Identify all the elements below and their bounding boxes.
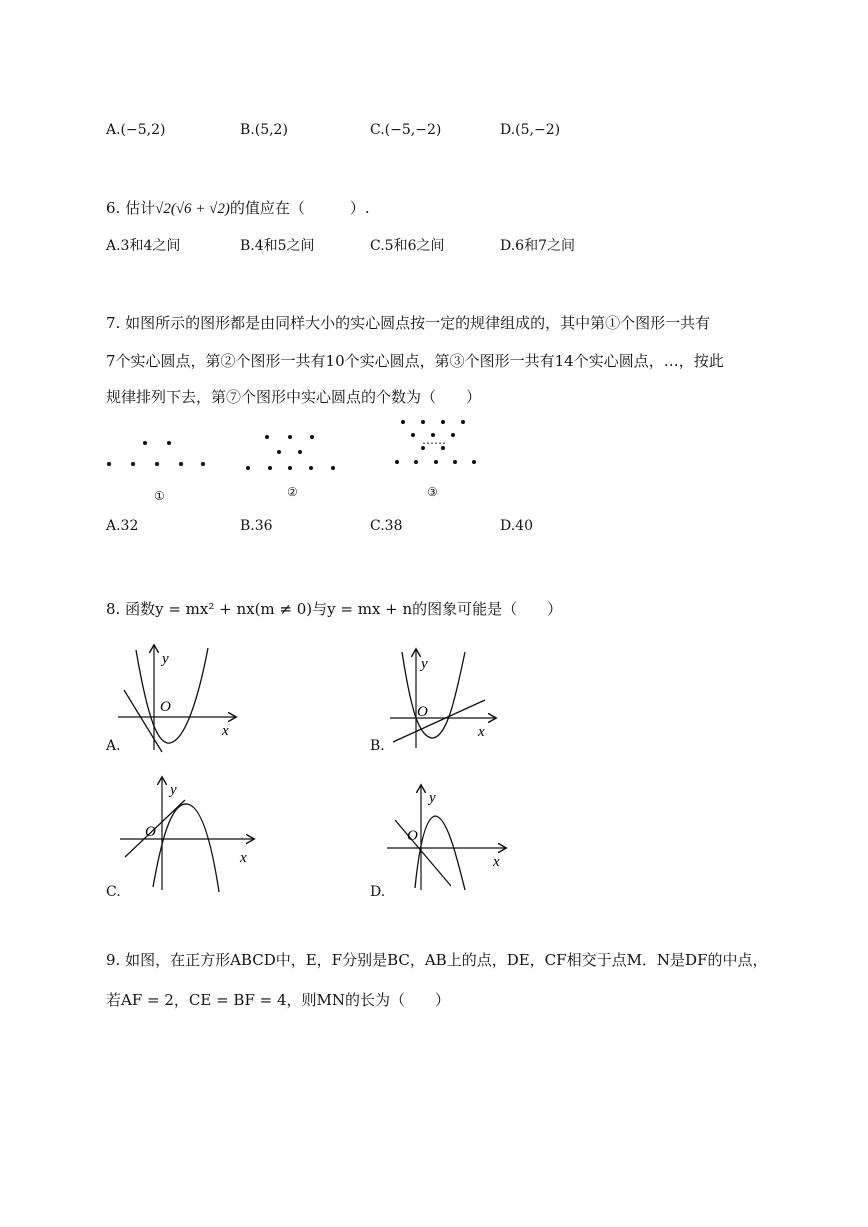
q8-graph-c bbox=[115, 772, 265, 897]
figure-1-label: ① bbox=[154, 489, 165, 503]
figure-2-dots bbox=[246, 435, 335, 470]
y-axis-label: y bbox=[170, 782, 177, 798]
q8-graph-a bbox=[100, 640, 250, 760]
q8-stem: 8. 函数y = mx² + nx(m ≠ 0)与y = mx + n的图象可能是（ ） bbox=[106, 600, 563, 618]
figure-1-dots bbox=[107, 441, 205, 466]
y-axis-label: y bbox=[421, 656, 428, 672]
q7-ellipsis: …… bbox=[422, 433, 446, 447]
q5-option-c: C.(−5,−2) bbox=[370, 122, 442, 138]
parabola bbox=[402, 652, 465, 738]
q9-line-1: 9. 如图，在正方形ABCD中，E，F分别是BC，AB上的点，DE，CF相交于点M．N是DF的中点， bbox=[106, 951, 768, 969]
q6-expression: √2(√6 + √2) bbox=[155, 201, 230, 217]
q8-graph-d bbox=[385, 778, 510, 898]
q7-line-1: 7. 如图所示的图形都是由同样大小的实心圆点按一定的规律组成的，其中第①个图形一共有 bbox=[106, 314, 711, 332]
q8-option-b-label: B. bbox=[370, 738, 385, 754]
parabola bbox=[153, 804, 219, 892]
x-axis-label: x bbox=[493, 854, 500, 870]
origin-label: O bbox=[145, 824, 156, 840]
q8-option-a-label: A. bbox=[106, 738, 121, 754]
figure-3-label: ③ bbox=[427, 485, 438, 499]
q6-option-a: A.3和4之间 bbox=[106, 238, 181, 254]
x-axis-label: x bbox=[478, 724, 485, 740]
q5-option-a: A.(−5,2) bbox=[106, 122, 166, 138]
q7-dot-figures bbox=[100, 410, 560, 510]
q7-line-2: 7个实心圆点，第②个图形一共有10个实心圆点，第③个图形一共有14个实心圆点，…，按此 bbox=[106, 352, 724, 370]
line bbox=[124, 690, 162, 752]
line bbox=[395, 820, 451, 886]
line bbox=[393, 700, 485, 742]
q8-option-d-label: D. bbox=[370, 884, 386, 900]
q7-option-c: C.38 bbox=[370, 518, 403, 534]
q9-line-2: 若AF = 2，CE = BF = 4，则MN的长为（ ） bbox=[106, 991, 450, 1009]
q6-option-d: D.6和7之间 bbox=[500, 238, 575, 254]
q5-option-b: B.(5,2) bbox=[240, 122, 288, 138]
y-axis-label: y bbox=[429, 790, 436, 806]
q6-stem bbox=[106, 197, 370, 218]
q7-option-a: A.32 bbox=[106, 518, 139, 534]
q8-graph-b bbox=[385, 640, 505, 760]
q6-option-b: B.4和5之间 bbox=[240, 238, 315, 254]
q7-line-3: 规律排列下去，第⑦个图形中实心圆点的个数为（ ） bbox=[106, 388, 482, 406]
q6-prefix: 6. 估计 bbox=[106, 199, 156, 217]
q8-option-c-label: C. bbox=[106, 884, 121, 900]
y-axis-label: y bbox=[162, 651, 169, 667]
q5-option-d: D.(5,−2) bbox=[500, 122, 561, 138]
q7-option-b: B.36 bbox=[240, 518, 273, 534]
origin-label: O bbox=[407, 828, 418, 844]
figure-2-label: ② bbox=[287, 485, 298, 499]
x-axis-label: x bbox=[222, 723, 229, 739]
parabola bbox=[136, 648, 208, 743]
x-axis-label: x bbox=[240, 850, 247, 866]
origin-label: O bbox=[160, 699, 171, 715]
q7-option-d: D.40 bbox=[500, 518, 533, 534]
q6-option-c: C.5和6之间 bbox=[370, 238, 445, 254]
origin-label: O bbox=[417, 704, 428, 720]
q6-suffix: 的值应在（ ）. bbox=[229, 199, 370, 217]
